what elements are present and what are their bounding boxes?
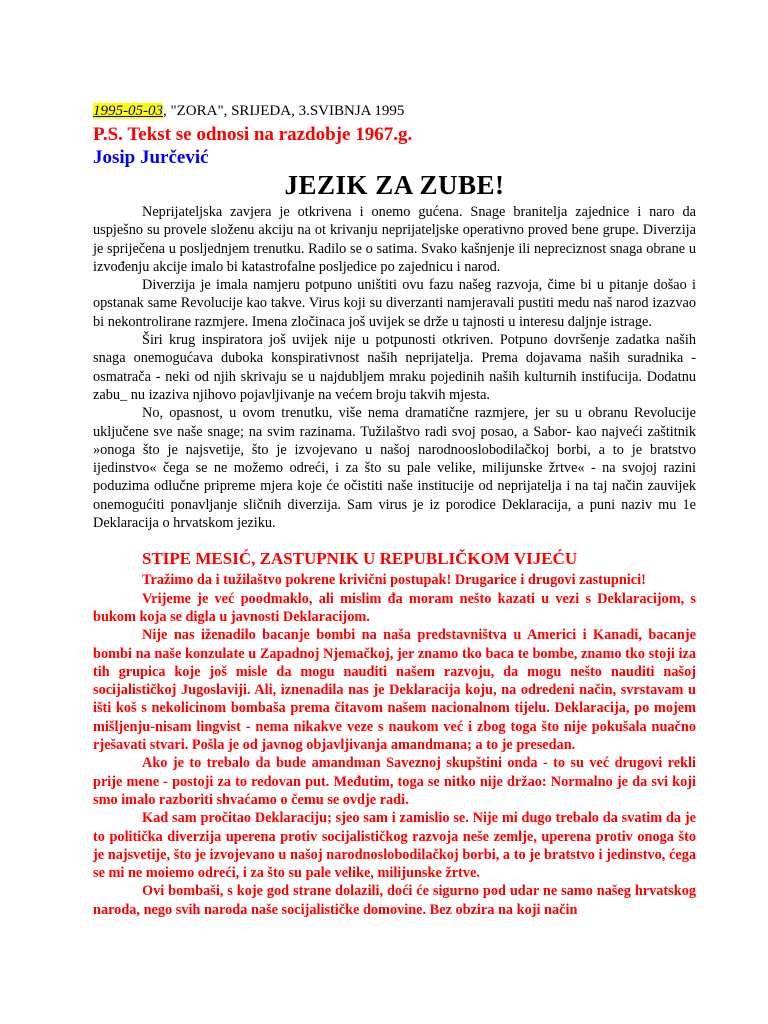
speech-paragraph: Tražimo da i tužilaštvo pokrene krivični postupak! Drugarice i drugovi zastupnici! — [142, 572, 646, 589]
body-paragraph: Diverzija je imala namjeru potpuno uništiti ovu fazu našeg razvoja, čime bi u pitanje došao i opstanak same Revolucije kao takve. Virus koji su diverzanti namjeravali pustiti medu naš narod izazvao bi nekontrolirane razmjere. Imena zločinaca još uvijek se drže u tajnosti u interesu daljnje istrage. — [93, 277, 696, 330]
section-heading: STIPE MESIĆ, ZASTUPNIK U REPUBLIČKOM VIJEĆU — [142, 549, 578, 569]
body-paragraph: No, opasnost, u ovom trenutku, više nema dramatične razmjere, jer su u obranu Revolucije uključene sve naše snage; na svim razinama. Tužilaštvo radi svoj posao, a Sabor- kao najveći zaštitnik »onoga što je najsvetije, što je izvojevano u našoj narodnooslobodilačkoj borbi, a to je bratstvo ijedinstvo« čega se ne možemo odreći, i za što su pale velike, milijunske žrtve« - na svojoj razini poduzima odlučne pripreme mjera koje će očistiti naše institucije od neprijatelja i na taj način zauvijek onemogućiti ponavljanje sličnih diverzija. Sam virus je iz porodice Deklaracija, a puni naziv mu 1e Deklaracija o hrvatskom jeziku. — [93, 405, 696, 532]
body-paragraph: Širi krug inspiratora još uvijek nije u potpunosti otkriven. Potpuno dovršenje zadatka naših snaga onemogućavа duboka konspirativnost naših neprijatelja. Prema dojavama naših suradnika - osmatrača - neki od njih skrivaju se u najdubljem mraku pojedinih naših kulturnih instifucija. Dodatnu zabu_ nu izaziva njihovo pojavljivanje na većem broju takvih mjesta. — [93, 332, 696, 403]
article-title: JEZIK ZA ZUBE! — [284, 170, 505, 200]
author-name: Josip Jurčević — [93, 147, 209, 168]
postscript-note: P.S. Tekst se odnosi na razdobje 1967.g. — [93, 124, 413, 145]
speech-paragraph: Nije nas iženadilo bacanje bombi na naša predstavništva u Americi i Kanadi, bacanje bombi na naše konzulate u Zapadnoj Njemačkoj, jer znamo tko baca te bombe, znamo tko stoji iza tih grupica koje još misle da mogu nauditi našem razvoju, da mogu nešto nauditi našoj socijalističkoj Jugoslaviji. Ali, iznenadila nas je Deklaracija koju, na odredeni način, svrstavam u išti koš s nekolicinom bombaša prema čitavom našem nacionalnom tijelu. Deklaracija, po mojem mišljenju-nisam lingvist - nema nikakve veze s naukom već i zbog toga što nije pokušala nuačno rješavati stvari. Pošla je od javnog objavljivanja amandmana; a to je presedan. — [93, 627, 696, 754]
dateline — [93, 103, 696, 120]
speech-paragraph: Ovi bombaši, s koje god strane dolazili, doći će sigurno pod udar ne samo našeg hrvatskog naroda, nego svih naroda naše socijalističke domovine. Bez obzira na koji način — [93, 883, 696, 918]
date-link[interactable]: 1995-05-03 — [93, 103, 163, 119]
speech-paragraph: Ako je to trebalo da bude amandman Saveznoj skupštini onda - to su već drugovi rekli prije mene - postoji za to redovan put. Međutim, toga se nitko nije držao: Normalno je da svi koji smo imalo razboriti shvaćamo o čemu se ovdje radi. — [93, 755, 696, 808]
speech-paragraph: Kad sam pročitao Deklaraciju; sjeo sam i zamislio se. Nije mi dugo trebalo da svatim da je to politička diverzija uperena protiv socijalističkog razvoja neše zemlje, uperena protiv onoga što je najsvetije, što je izvojevano u našoj narodnoslobodilačkoj borbi, a to je bratstvo i jedinstvo, ćega se mi ne moiemo odreći, i za što su pale velike, milijunske žrtve. — [93, 810, 696, 882]
source-line: , "ZORA", SRIJEDA, 3.SVIBNJA 1995 — [163, 103, 405, 119]
speech-paragraph: Vrijeme je već poodmaklo, ali mislim đa moram nešto kazati u vezi s Deklaracijom, s bukom koja se digla u javnosti Deklaracijom. — [93, 590, 696, 625]
body-paragraph: Neprijateljska zavjera je otkrivena i onemo gućena. Snage branitelja zajednice i naro da uspješno su provele složenu akciju na ot krivanju neprijateljske operativno proved bene grupe. Diverzija je spriječena u posljednjem trenutku. Radilo se o satima. Svako kašnjenje ili nepreciznost snaga obrane u izvođenju akcije imalo bi katastrofalne posljedice po zajednicu i narod. — [93, 204, 696, 275]
